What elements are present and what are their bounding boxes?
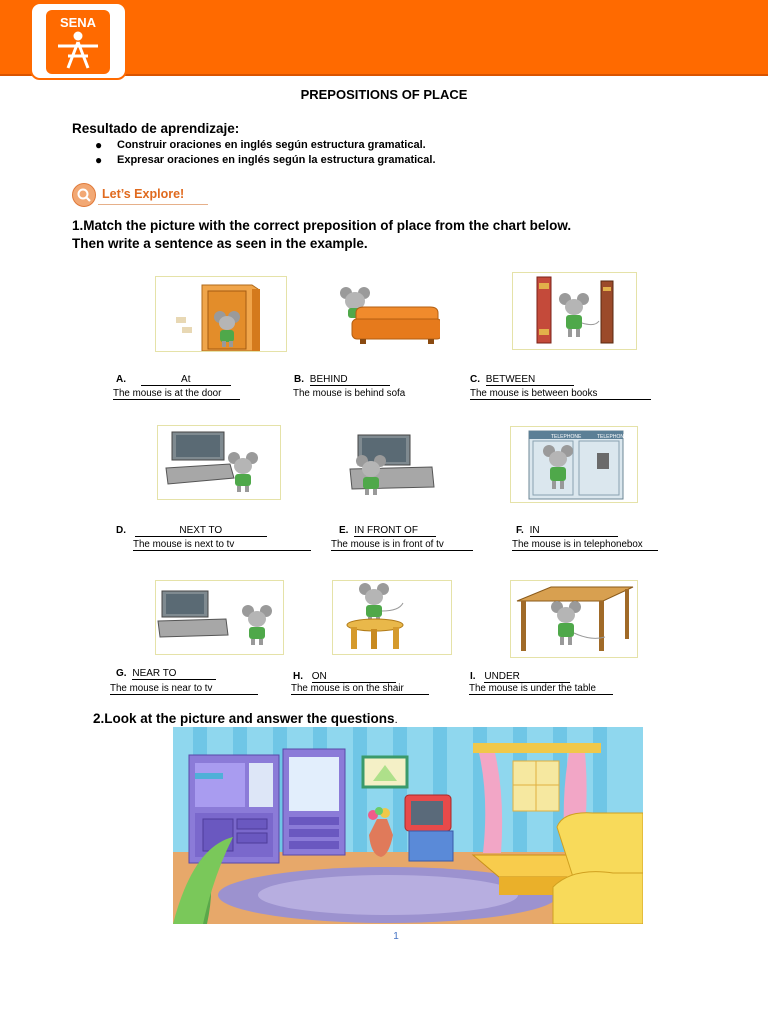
item-answer[interactable]: IN: [530, 525, 618, 537]
sena-logo: [30, 2, 127, 80]
item-c-answer-line[interactable]: [470, 374, 574, 386]
learning-outcome-text: Construir oraciones en inglés según estructura gramatical.: [117, 139, 426, 151]
question-2: [93, 711, 398, 726]
item-g-sentence[interactable]: The mouse is near to tv: [110, 683, 258, 695]
item-answer[interactable]: BETWEEN: [486, 374, 574, 386]
svg-text:TELEPHONE: TELEPHONE: [597, 434, 628, 440]
item-letter: I.: [470, 671, 476, 682]
item-i-answer-line[interactable]: [470, 671, 570, 683]
item-letter: F.: [516, 525, 524, 536]
item-f-sentence[interactable]: The mouse is in telephonebox: [512, 539, 658, 551]
magnifier-icon: [72, 183, 96, 207]
question-1-line1: 1.Match the picture with the correct preposition of place from the chart below.: [72, 218, 572, 233]
item-letter: A.: [116, 374, 126, 385]
sena-logo-mark: [46, 10, 110, 74]
question-2-text: 2.Look at the picture and answer the questions: [93, 711, 395, 726]
item-answer[interactable]: UNDER: [484, 671, 570, 683]
item-c-sentence[interactable]: The mouse is between books: [470, 388, 651, 400]
mouse-icon: [559, 293, 599, 337]
picture-mouse-on-stool: [332, 580, 452, 655]
learning-outcome-text: Expresar oraciones en inglés según la estructura gramatical.: [117, 154, 436, 166]
mouse-icon: [242, 605, 272, 645]
item-answer[interactable]: BEHIND: [310, 374, 390, 386]
item-letter: D.: [116, 525, 126, 536]
picture-mouse-in-telephone-box: [510, 426, 638, 503]
learning-outcome-heading: Resultado de aprendizaje:: [72, 121, 240, 136]
item-b-sentence[interactable]: The mouse is behind sofa: [293, 388, 406, 399]
item-g-answer-line[interactable]: [116, 668, 216, 680]
item-i-sentence[interactable]: The mouse is under the table: [469, 683, 613, 695]
mouse-icon: [359, 583, 403, 623]
sena-figure-icon: [46, 10, 110, 74]
picture-mouse-near-to-tv: [155, 580, 284, 655]
item-answer[interactable]: At: [141, 374, 231, 386]
item-letter: E.: [339, 525, 349, 536]
item-f-answer-line[interactable]: [516, 525, 618, 537]
bullet-icon: ●: [95, 138, 103, 152]
living-room-illustration: [173, 727, 643, 924]
svg-text:TELEPHONE: TELEPHONE: [551, 434, 582, 440]
page-number: 1: [393, 931, 399, 942]
item-a-answer-line[interactable]: [116, 374, 231, 386]
item-e-answer-line[interactable]: [339, 525, 436, 537]
svg-text:SENA: SENA: [59, 15, 97, 30]
picture-mouse-next-to-tv: [157, 425, 281, 500]
picture-mouse-in-front-of-tv: [331, 428, 453, 500]
bullet-icon: ●: [95, 153, 103, 167]
picture-mouse-at-door: [155, 276, 287, 352]
item-h-sentence[interactable]: The mouse is on the shair: [291, 683, 429, 695]
question-1: [72, 217, 571, 253]
question-2-period: .: [394, 714, 398, 726]
explore-underline: [98, 204, 208, 205]
item-d-answer-line[interactable]: [116, 525, 267, 537]
item-b-answer-line[interactable]: [294, 374, 390, 386]
learning-outcome-item: [95, 153, 436, 167]
page-title: PREPOSITIONS OF PLACE: [300, 87, 468, 102]
picture-mouse-between-books: [512, 272, 637, 350]
learning-outcome-item: [95, 138, 426, 152]
item-a-sentence[interactable]: The mouse is at the door: [113, 388, 240, 400]
item-answer[interactable]: IN FRONT OF: [354, 525, 436, 537]
question-1-line2: Then write a sentence as seen in the example.: [72, 236, 368, 251]
mouse-icon: [551, 601, 605, 645]
item-letter: H.: [293, 671, 303, 682]
item-letter: C.: [470, 374, 480, 385]
lets-explore-label: Let’s Explore!: [102, 187, 185, 201]
item-h-answer-line[interactable]: [293, 671, 396, 683]
item-letter: G.: [116, 668, 127, 679]
picture-mouse-behind-sofa: [333, 280, 441, 349]
item-answer[interactable]: NEXT TO: [135, 525, 267, 537]
item-d-sentence[interactable]: The mouse is next to tv: [133, 539, 311, 551]
item-e-sentence[interactable]: The mouse is in front of tv: [331, 539, 473, 551]
picture-mouse-under-table: [510, 580, 638, 658]
item-letter: B.: [294, 374, 304, 385]
item-answer[interactable]: ON: [312, 671, 396, 683]
item-answer[interactable]: NEAR TO: [132, 668, 216, 680]
